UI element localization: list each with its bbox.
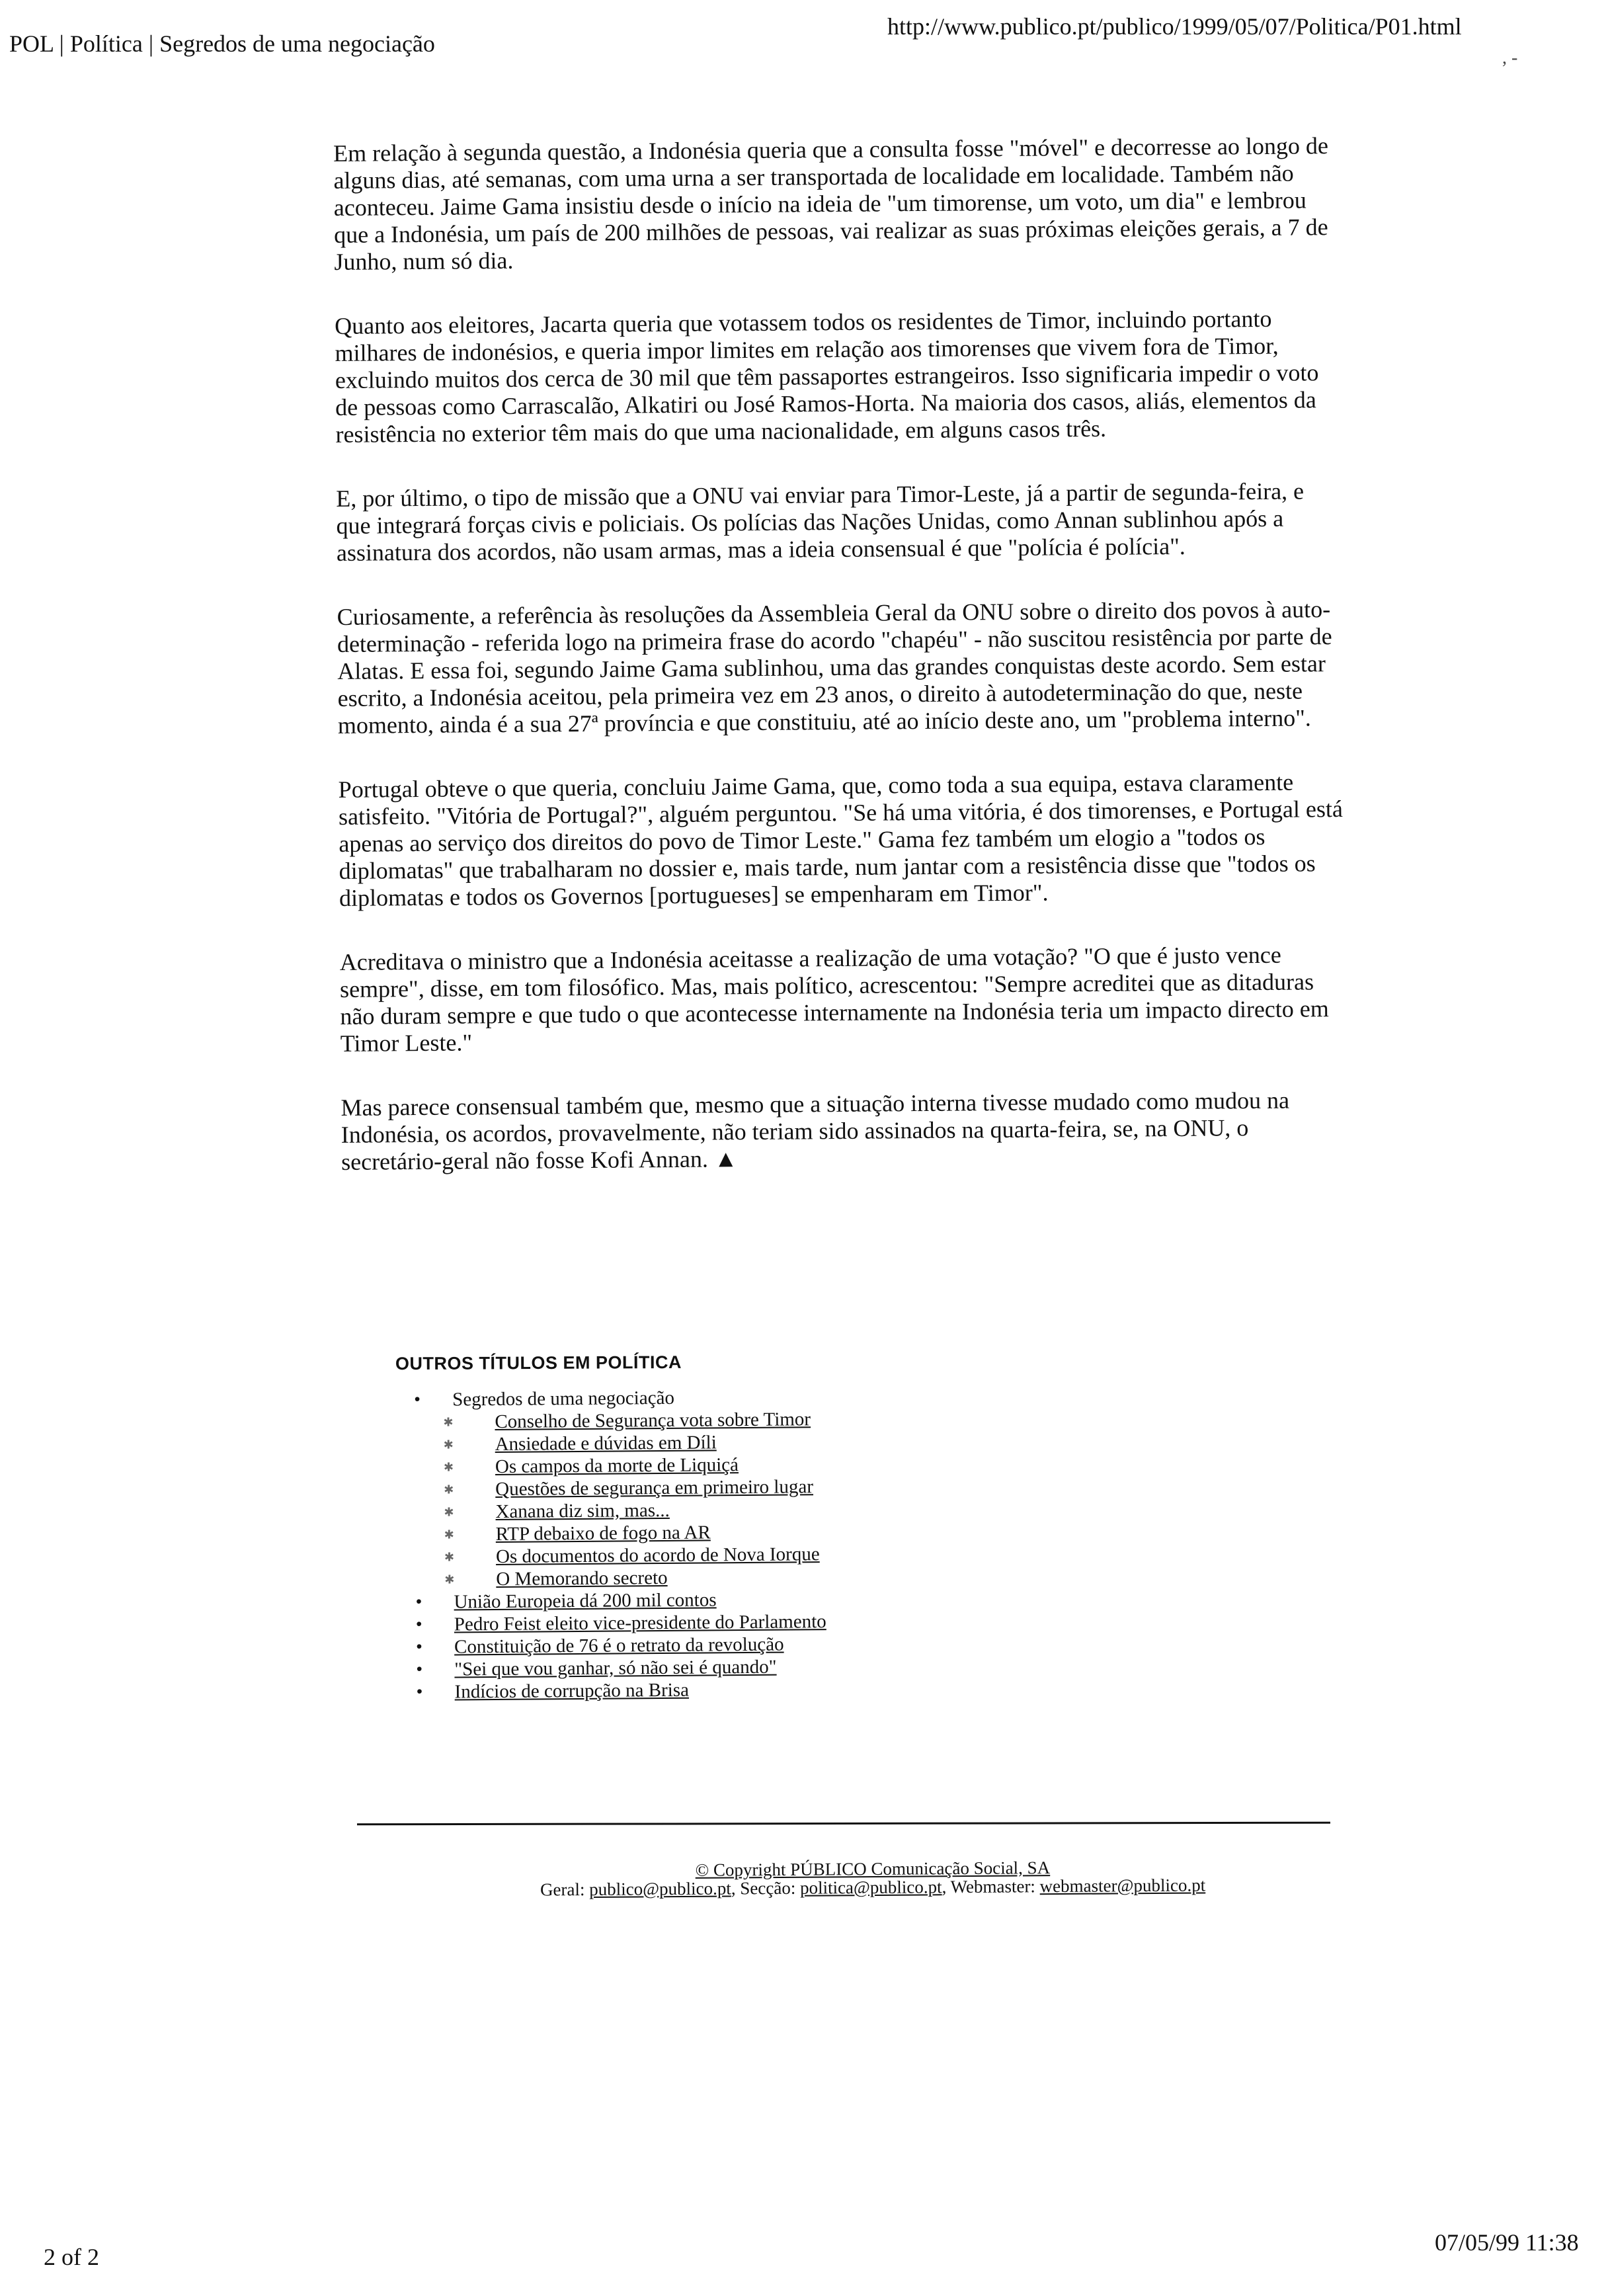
sub-bullet-icon: ✱	[444, 1573, 455, 1586]
sub-bullet-icon: ✱	[444, 1528, 454, 1541]
seccao-label: Secção:	[740, 1877, 796, 1899]
sub-bullet-icon: ✱	[443, 1415, 454, 1429]
print-datetime: 07/05/99 11:38	[1435, 2229, 1579, 2256]
related-link[interactable]: Indícios de corrupção na Brisa	[454, 1679, 690, 1703]
related-link[interactable]: "Sei que vou ganhar, só não sei é quando"	[454, 1656, 777, 1680]
related-link[interactable]: União Europeia dá 200 mil contos	[454, 1589, 717, 1613]
related-link[interactable]: Conselho de Segurança vota sobre Timor	[495, 1409, 811, 1432]
geral-label: Geral:	[540, 1879, 585, 1900]
footer-divider	[357, 1822, 1330, 1826]
related-link[interactable]: RTP debaixo de fogo na AR	[495, 1522, 711, 1545]
related-link[interactable]: Questões de segurança em primeiro lugar	[495, 1476, 814, 1500]
article-paragraph: E, por último, o tipo de missão que a ONU vai enviar para Timor-Leste, já a partir de segunda-feira, e que integrará forças civis e policiais. Os polícias das Nações Unidas, como Annan sublinhou após a assinatura dos acordos, não usam armas, mas a ideia consensual é que "polícia é polícia".	[336, 477, 1305, 566]
print-page-number: 2 of 2	[44, 2244, 99, 2270]
webmaster-label: Webmaster:	[950, 1876, 1035, 1897]
sub-bullet-icon: ✱	[444, 1550, 455, 1564]
related-link[interactable]: Os documentos do acordo de Nova Iorque	[495, 1543, 820, 1567]
site-footer: © Copyright PÚBLICO Comunicação Social, SA Geral: publico@publico.pt, Secção: politica@publico.pt, Webmaster: webmaster@publico.pt	[540, 1858, 1206, 1900]
related-link[interactable]: Os campos da morte de Liquiçá	[495, 1454, 739, 1477]
related-link[interactable]: O Memorando secreto	[496, 1567, 668, 1590]
article-paragraph: Curiosamente, a referência às resoluções da Assembleia Geral da ONU sobre o direito dos povos à auto-determinação - referida logo na primeira frase do acordo "chapéu" - não suscitou resistência por parte de Alatas. E essa foi, segundo Jaime Gama sublinhou, uma das grandes conquistas deste acordo. Sem estar escrito, a Indonésia aceitou, pela primeira vez em 23 anos, o direito à autodeterminação do que, neste momento, ainda é a sua 27ª província e que constituiu, até ao início deste ano, um "problema interno".	[337, 596, 1332, 739]
article-body	[333, 132, 1347, 1213]
geral-email-link[interactable]: publico@publico.pt	[589, 1878, 731, 1899]
sub-bullet-icon: ✱	[444, 1505, 454, 1519]
article-paragraph: Em relação à segunda questão, a Indonésia queria que a consulta fosse "móvel" e decorresse ao longo de alguns dias, até semanas, com uma urna a ser transportada de localidade em localidade. Também não aconteceu. Jaime Gama insistiu desde o início na ideia de "um timorense, um voto, um dia" e lembrou que a Indonésia, um país de 200 milhões de pessoas, vai realizar as suas próximas eleições gerais, a 7 de Junho, num só dia.	[333, 132, 1329, 275]
related-titles-list	[410, 1383, 1206, 1703]
bullet-icon: •	[415, 1636, 423, 1657]
related-link[interactable]: Xanana diz sim, mas...	[495, 1499, 670, 1522]
article-paragraph: Portugal obteve o que queria, concluiu Jaime Gama, que, como toda a sua equipa, estava claramente satisfeito. "Vitória de Portugal?", alguém perguntou. "Se há uma vitória, é dos timorenses, e Portugal está apenas ao serviço dos direitos do povo de Timor Leste." Gama fez também um elogio a "todos os diplomatas" que trabalharam no dossier e, mais tarde, num jantar com a resistência disse que "todos os diplomatas e todos os Governos [portugueses] se empenharam em Timor".	[338, 768, 1344, 911]
copyright-link[interactable]: © Copyright PÚBLICO Comunicação Social, SA	[695, 1858, 1051, 1880]
sub-bullet-icon: ✱	[443, 1460, 454, 1474]
bullet-icon: •	[415, 1591, 422, 1612]
bullet-icon: •	[415, 1614, 422, 1635]
bullet-icon: •	[416, 1659, 423, 1680]
article-paragraph: Quanto aos eleitores, Jacarta queria que votassem todos os residentes de Timor, incluindo portanto milhares de indonésios, e queria impor limites em relação aos timorenses que vivem fora de Timor, excluindo muitos dos cerca de 30 mil que têm passaportes estrangeiros. Isso significaria impedir o voto de pessoas como Carrascalão, Alkatiri ou José Ramos-Horta. Na maioria dos casos, aliás, elementos da resistência no exterior têm mais do que uma nacionalidade, em alguns casos três.	[335, 305, 1319, 448]
related-titles-heading: OUTROS TÍTULOS EM POLÍTICA	[395, 1352, 682, 1374]
related-link[interactable]: Constituição de 76 é o retrato da revolução	[454, 1633, 784, 1658]
header-marks: , -	[1502, 48, 1518, 68]
page-header-title: POL | Política | Segredos de uma negociação	[9, 30, 435, 57]
page-header-url: http://www.publico.pt/publico/1999/05/07/Politica/P01.html	[887, 13, 1462, 40]
related-link[interactable]: Ansiedade e dúvidas em Díli	[495, 1432, 717, 1455]
bullet-icon: •	[416, 1681, 423, 1702]
seccao-email-link[interactable]: politica@publico.pt	[799, 1877, 942, 1898]
current-article-title: Segredos de uma negociação	[452, 1387, 675, 1411]
sub-bullet-icon: ✱	[443, 1438, 454, 1452]
bullet-icon: •	[414, 1389, 421, 1410]
article-paragraph: Mas parece consensual também que, mesmo que a situação interna tivesse mudado como mudou na Indonésia, os acordos, provavelmente, não teriam sido assinados na quarta-feira, se, na ONU, o secretário-geral não fosse Kofi Annan. ▲	[341, 1086, 1290, 1175]
webmaster-email-link[interactable]: webmaster@publico.pt	[1039, 1875, 1206, 1897]
sub-bullet-icon: ✱	[444, 1483, 454, 1496]
related-link[interactable]: Pedro Feist eleito vice-presidente do Parlamento	[454, 1611, 826, 1635]
article-paragraph: Acreditava o ministro que a Indonésia aceitasse a realização de uma votação? "O que é justo vence sempre", disse, em tom filosófico. Mas, mais político, acrescentou: "Sempre acreditei que as ditaduras não duram sempre e que tudo o que acontecesse internamente na Indonésia teria um impacto directo em Timor Leste."	[339, 941, 1329, 1057]
